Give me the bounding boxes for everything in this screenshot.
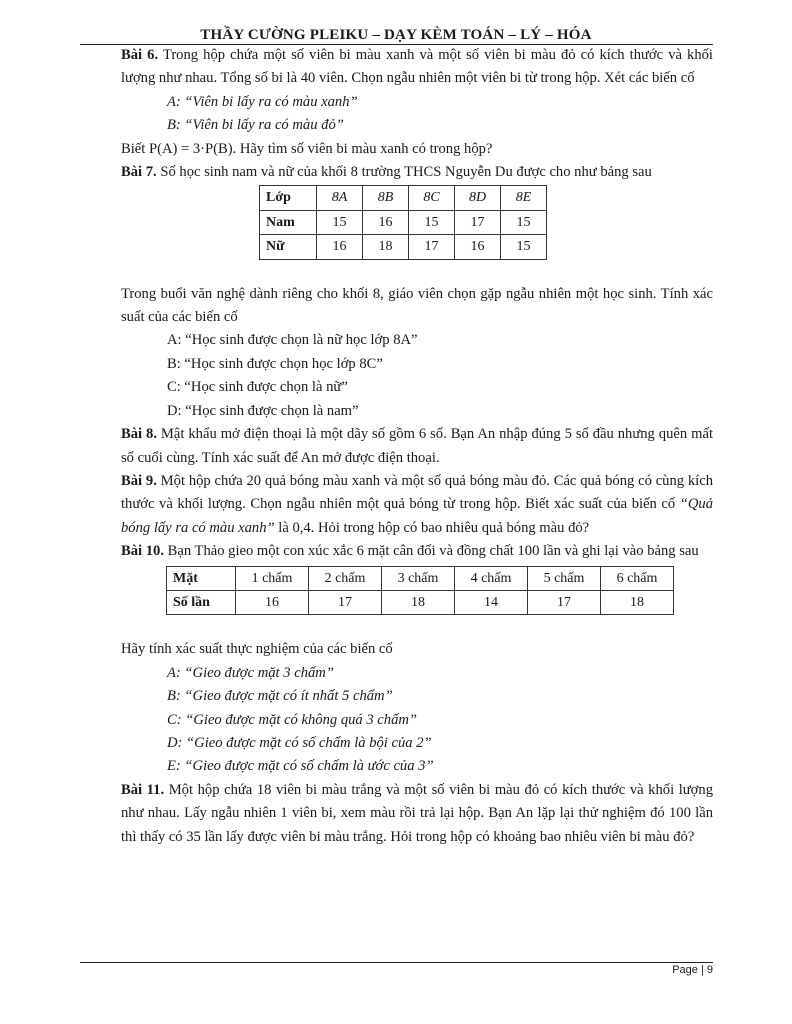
table-cell: 17: [528, 590, 601, 614]
problem-9-text-1: Một hộp chứa 20 quả bóng màu xanh và một số quả bóng màu đỏ. Các quả bóng có cùng kích thước và khối lượng. Chọn ngẫu nhiên một quả bóng từ trong hộp. Biết xác suất của biến cố: [121, 472, 714, 513]
problem-7-text: Số học sinh nam và nữ của khối 8 trường THCS Nguyễn Du được cho như bảng sau: [156, 164, 652, 181]
table-cell: 16: [317, 235, 363, 259]
problem-10-event-d: D: “Gieo được mặt có số chấm là bội của 2”: [167, 734, 432, 751]
problem-10-statement: [121, 540, 713, 563]
table-row: [260, 186, 547, 210]
problem-9-statement: [121, 470, 713, 540]
table-row: [167, 566, 674, 590]
table-row: [260, 235, 547, 259]
spacer: [121, 615, 713, 638]
table-cell: 16: [363, 210, 409, 234]
problem-7-table: [259, 185, 547, 259]
table-cell: Nam: [260, 210, 317, 234]
table-header-cell: 1 chấm: [236, 566, 309, 590]
problem-7-statement: [121, 161, 713, 184]
problem-10-event-b: B: “Gieo được mặt có ít nhất 5 chấm”: [167, 688, 393, 705]
table-row: [167, 590, 674, 614]
footer-divider: [80, 962, 713, 963]
table-header-cell: 8E: [501, 186, 547, 210]
problem-7-event-b: B: “Học sinh được chọn học lớp 8C”: [167, 355, 383, 372]
table-header-cell: 2 chấm: [309, 566, 382, 590]
table-header-cell: 8D: [455, 186, 501, 210]
table-cell: 15: [501, 210, 547, 234]
problem-7-event-d: D: “Học sinh được chọn là nam”: [167, 402, 359, 419]
problem-10-text: Bạn Thảo gieo một con xúc xắc 6 mặt cân đối và đồng chất 100 lần và ghi lại vào bảng sau: [163, 543, 699, 560]
table-cell: 16: [455, 235, 501, 259]
problem-6-event-b: B: “Viên bi lấy ra có màu đỏ”: [167, 117, 344, 134]
document-body: [121, 44, 713, 849]
problem-10-label: Bài 10.: [121, 543, 164, 560]
table-cell: 15: [501, 235, 547, 259]
problem-7-event-a: A: “Học sinh được chọn là nữ học lớp 8A”: [167, 332, 418, 349]
problem-10-event-a: A: “Gieo được mặt 3 chấm”: [167, 664, 334, 681]
table-header-cell: 3 chấm: [382, 566, 455, 590]
problem-10-event-c: C: “Gieo được mặt có không quá 3 chấm”: [167, 711, 418, 728]
table-header-cell: Mặt: [167, 566, 236, 590]
table-header-cell: 8A: [317, 186, 363, 210]
table-cell: Nữ: [260, 235, 317, 259]
problem-9-quote: “Quả bóng lấy ra có màu xanh”: [121, 496, 713, 536]
problem-10-event-e: E: “Gieo được mặt có số chấm là ước của 3”: [167, 758, 434, 775]
table-cell: 18: [363, 235, 409, 259]
table-header-cell: 6 chấm: [601, 566, 674, 590]
table-cell: 15: [409, 210, 455, 234]
table-header-cell: 8C: [409, 186, 455, 210]
table-cell: 17: [309, 590, 382, 614]
problem-11-statement: [121, 779, 713, 849]
problem-6-question: Biết P(A) = 3·P(B). Hãy tìm số viên bi màu xanh có trong hộp?: [121, 140, 493, 157]
problem-6-text: Trong hộp chứa một số viên bi màu xanh và một số viên bi màu đỏ có kích thước và khối lượng như nhau. Tổng số bi là 40 viên. Chọn ngẫu nhiên một viên bi từ trong hộp. Xét các biến cố: [121, 47, 713, 87]
table-header-cell: 8B: [363, 186, 409, 210]
problem-6-label: Bài 6.: [121, 47, 159, 63]
problem-8-label: Bài 8.: [121, 426, 157, 443]
problem-9-label: Bài 9.: [121, 472, 157, 489]
table-header-cell: 5 chấm: [528, 566, 601, 590]
table-header-cell: 4 chấm: [455, 566, 528, 590]
problem-11-label: Bài 11.: [121, 781, 165, 798]
problem-7-after-text: Trong buổi văn nghệ dành riêng cho khối 8, giáo viên chọn gặp ngẫu nhiên một học sinh. Tính xác suất của các biến cố: [121, 285, 713, 326]
table-cell: 17: [455, 210, 501, 234]
problem-6-statement: [121, 44, 713, 91]
table-cell: Số lần: [167, 590, 236, 614]
problem-11-text: Một hộp chứa 18 viên bi màu trắng và một số viên bi màu đỏ có kích thước và khối lượng như nhau. Lấy ngẫu nhiên 1 viên bi, xem màu rồi trả lại hộp. Bạn An lặp lại thử nghiệm đó 100 lần thì thấy có 35 lần lấy được viên bi màu trắng. Hỏi trong hộp có khoảng bao nhiêu viên bi màu đỏ?: [121, 781, 713, 845]
problem-7-label: Bài 7.: [121, 164, 157, 181]
table-row: [260, 210, 547, 234]
problem-7-event-c: C: “Học sinh được chọn là nữ”: [167, 379, 348, 396]
problem-10-table: [166, 566, 674, 616]
problem-8-text: Mật khẩu mở điện thoại là một dãy số gồm 6 số. Bạn An nhập đúng 5 số đầu nhưng quên mất số cuối cùng. Tính xác suất để An mở được điện thoại.: [121, 426, 713, 466]
table-cell: 17: [409, 235, 455, 259]
page-number: Page | 9: [672, 964, 713, 976]
problem-10-after-text: Hãy tính xác suất thực nghiệm của các biến cố: [121, 641, 393, 658]
problem-8-statement: [121, 423, 713, 470]
problem-6-event-a: A: “Viên bi lấy ra có màu xanh”: [167, 93, 358, 110]
table-cell: 15: [317, 210, 363, 234]
page-header-title: THẦY CƯỜNG PLEIKU – DẠY KÈM TOÁN – LÝ – HÓA: [200, 27, 592, 43]
spacer: [121, 260, 713, 283]
problem-9-text-2: là 0,4. Hỏi trong hộp có bao nhiêu quả bóng màu đỏ?: [274, 519, 590, 536]
table-cell: 18: [601, 590, 674, 614]
table-cell: 18: [382, 590, 455, 614]
table-cell: 16: [236, 590, 309, 614]
table-cell: 14: [455, 590, 528, 614]
table-header-cell: Lớp: [260, 186, 317, 210]
